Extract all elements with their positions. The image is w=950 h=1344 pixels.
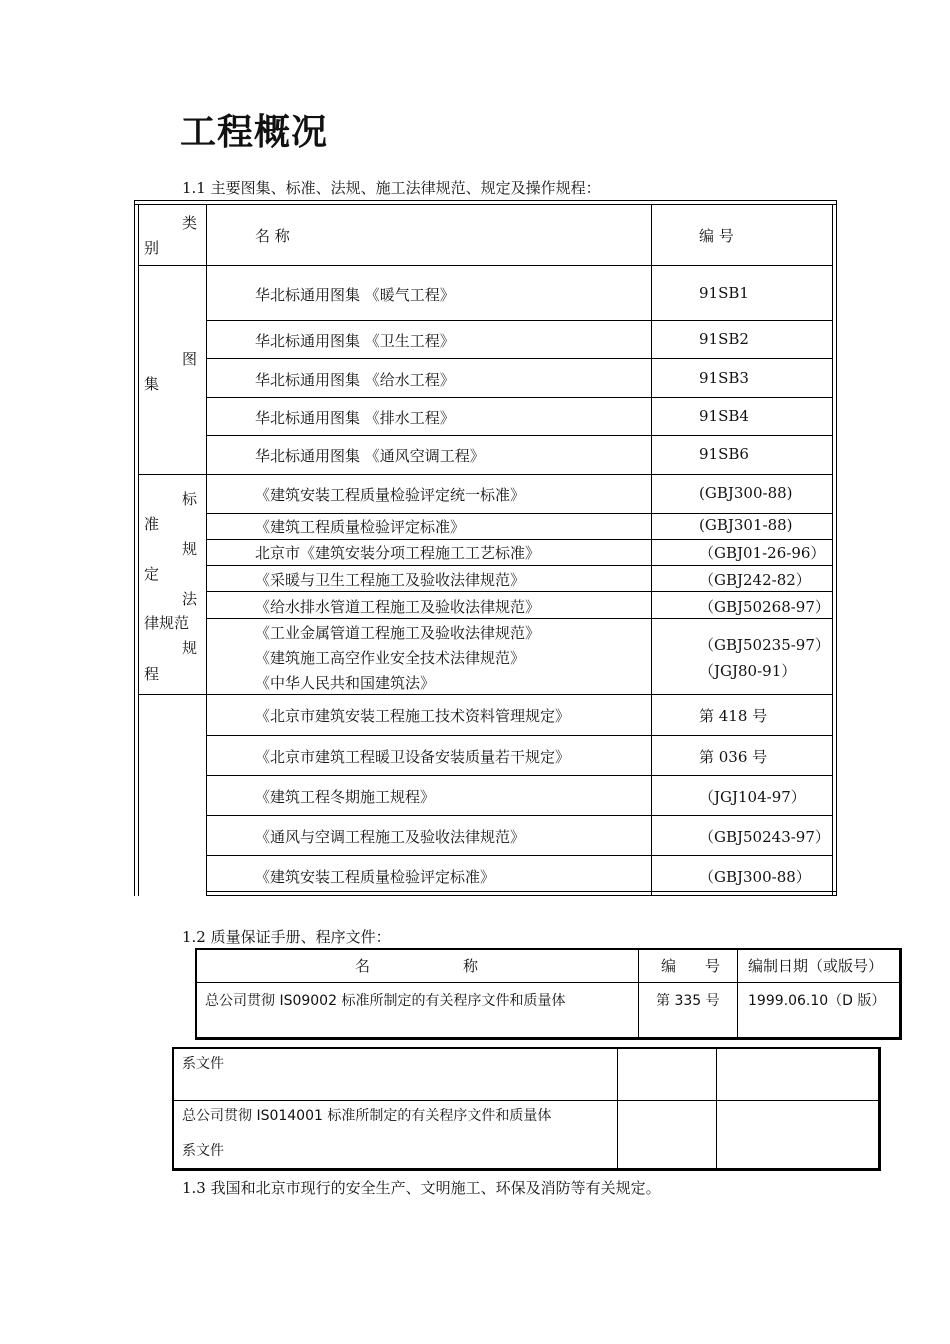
category-standards-8: 程 xyxy=(144,665,160,683)
table-row-name: 《工业金属管道工程施工及验收法律规范》 xyxy=(255,624,541,642)
table-row-name: 《建筑工程冬期施工规程》 xyxy=(255,788,436,806)
category-standards-6: 律规范 xyxy=(144,614,190,632)
header-name-b: 称 xyxy=(463,957,479,975)
header-number: 编 号 xyxy=(699,227,734,245)
table-row-name: 《建筑工程质量检验评定标准》 xyxy=(255,518,466,536)
table-row-number: (GBJ300-88) xyxy=(699,484,793,502)
header-date: 编制日期（或版号） xyxy=(748,957,884,975)
category-standards-3: 规 xyxy=(182,540,198,558)
table-row-name: 《建筑安装工程质量检验评定标准》 xyxy=(255,868,496,886)
table-row-number: 第 335 号 xyxy=(656,993,720,1009)
table-row-number: （GBJ242-82） xyxy=(699,571,811,589)
table-row-name: 总公司贯彻 IS09002 标准所制定的有关程序文件和质量体 xyxy=(205,993,566,1009)
header-category-b: 别 xyxy=(144,239,160,257)
table-row-name: 华北标通用图集 《卫生工程》 xyxy=(255,332,455,350)
table-row-number: 91SB6 xyxy=(699,445,749,463)
header-number-b: 号 xyxy=(705,957,721,975)
table-row-number: （GBJ50243-97） xyxy=(699,828,830,846)
table-row-name: 华北标通用图集 《给水工程》 xyxy=(255,371,455,389)
table-row-name: 《给水排水管道工程施工及验收法律规范》 xyxy=(255,598,541,616)
table-row-name: 《通风与空调工程施工及验收法律规范》 xyxy=(255,828,526,846)
table-row-number: （GBJ01-26-96） xyxy=(699,544,826,562)
table-row-name: 《建筑安装工程质量检验评定统一标准》 xyxy=(255,486,526,504)
header-number-a: 编 xyxy=(661,957,677,975)
table-row-date: 1999.06.10（D 版） xyxy=(748,993,886,1009)
table-row-name: 华北标通用图集 《通风空调工程》 xyxy=(255,447,485,465)
category-standards-7: 规 xyxy=(182,639,198,657)
category-standards-5: 法 xyxy=(182,590,198,608)
section-2-heading: 1.2 质量保证手册、程序文件： xyxy=(182,928,391,946)
table-row-number: 91SB2 xyxy=(699,330,749,348)
table-row-number: （JGJ80-91） xyxy=(699,662,797,680)
table-row-number: 91SB1 xyxy=(699,284,749,302)
section-3-heading: 1.3 我国和北京市现行的安全生产、文明施工、环保及消防等有关规定。 xyxy=(182,1179,661,1197)
table-row-name: 华北标通用图集 《排水工程》 xyxy=(255,409,455,427)
table-row-number: （GBJ50235-97） xyxy=(699,636,830,654)
header-name-a: 名 xyxy=(355,957,371,975)
header-name: 名 称 xyxy=(255,227,290,245)
page-title: 工程概况 xyxy=(180,111,329,153)
table-row-name: 《采暖与卫生工程施工及验收法律规范》 xyxy=(255,571,526,589)
table-row-number: （GBJ50268-97） xyxy=(699,598,830,616)
table-row-name: 系文件 xyxy=(182,1056,224,1072)
section-1-heading: 1.1 主要图集、标准、法规、施工法律规范、规定及操作规程： xyxy=(182,179,601,197)
table-row-name: 华北标通用图集 《暖气工程》 xyxy=(255,286,455,304)
category-standards-1: 标 xyxy=(182,490,198,508)
category-atlas-b: 集 xyxy=(144,375,160,393)
table-row-number: 91SB4 xyxy=(699,407,749,425)
category-standards-4: 定 xyxy=(144,565,160,583)
table-row-name: 《北京市建筑工程暖卫设备安装质量若干规定》 xyxy=(255,748,571,766)
table-row-number: 第 036 号 xyxy=(699,748,768,766)
table-row-number: 第 418 号 xyxy=(699,707,768,725)
table-row-name: 《中华人民共和国建筑法》 xyxy=(255,674,436,692)
category-atlas-a: 图 xyxy=(182,350,198,368)
table-row-name: 北京市《建筑安装分项工程施工工艺标准》 xyxy=(255,544,541,562)
table-row-name: 总公司贯彻 IS014001 标准所制定的有关程序文件和质量体 xyxy=(182,1108,552,1124)
table-row-name: 《北京市建筑安装工程施工技术资料管理规定》 xyxy=(255,707,571,725)
table-row-number: （GBJ300-88） xyxy=(699,868,811,886)
table-row-number: (GBJ301-88) xyxy=(699,516,793,534)
category-standards-2: 准 xyxy=(144,515,160,533)
table-row-name: 系文件 xyxy=(182,1143,224,1159)
header-category-a: 类 xyxy=(182,214,198,232)
table-row-number: （JGJ104-97） xyxy=(699,788,806,806)
table-row-number: 91SB3 xyxy=(699,369,749,387)
table-row-name: 《建筑施工高空作业安全技术法律规范》 xyxy=(255,649,526,667)
